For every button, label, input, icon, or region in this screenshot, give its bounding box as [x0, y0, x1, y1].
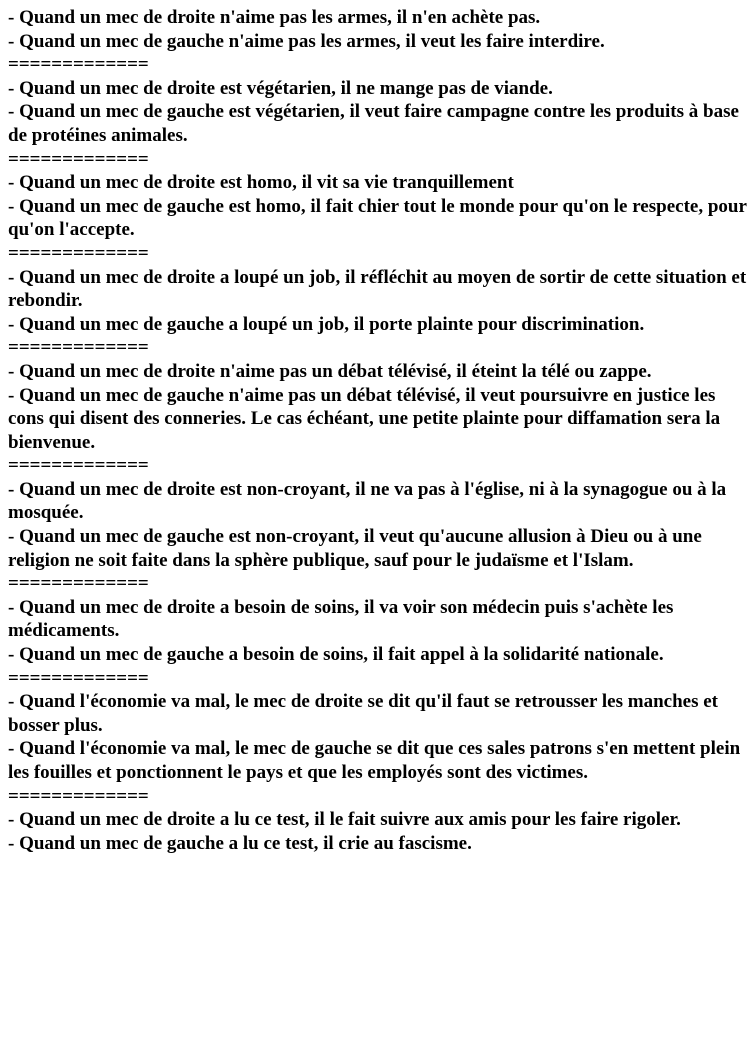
text-line: - Quand un mec de gauche n'aime pas les armes, il veut les faire interdire.	[8, 30, 605, 52]
text-line: - Quand un mec de gauche a lu ce test, il crie au fascisme.	[8, 832, 472, 854]
text-line: - Quand un mec de gauche est non-croyant, il veut qu'aucune allusion à Dieu ou à une religion ne soit faite dans la sphère publique, sauf pour le judaïsme et l'Islam.	[8, 526, 702, 571]
text-line: - Quand un mec de gauche est homo, il fait chier tout le monde pour qu'on le respecte, pour qu'on l'accepte.	[8, 195, 747, 241]
text-line: - Quand l'économie va mal, le mec de gauche se dit que ces sales patrons s'en mettent plein les fouilles et ponctionnent le pays et que les employés sont des victimes.	[8, 738, 741, 783]
separator-line: =============	[8, 337, 149, 359]
text-line: - Quand un mec de droite est homo, il vit sa vie tranquillement	[8, 172, 514, 194]
separator-line: =============	[8, 242, 149, 264]
text-line: - Quand un mec de gauche n'aime pas un débat télévisé, il veut poursuivre en justice les cons qui disent des conneries. Le cas échéant, une petite plainte pour diffamation sera la bienvenue.	[8, 384, 721, 453]
separator-line: =============	[8, 667, 149, 689]
separator-line: =============	[8, 785, 149, 807]
separator-line: =============	[8, 148, 149, 170]
text-line: - Quand un mec de gauche a loupé un job, il porte plainte pour discrimination.	[8, 313, 645, 335]
text-line: - Quand un mec de droite est végétarien, il ne mange pas de viande.	[8, 77, 553, 99]
separator-line: =============	[8, 573, 149, 595]
text-line: - Quand un mec de droite n'aime pas un débat télévisé, il éteint la télé ou zappe.	[8, 360, 652, 382]
text-line: - Quand un mec de droite a besoin de soins, il va voir son médecin puis s'achète les médicaments.	[8, 596, 674, 642]
text-line: - Quand un mec de gauche a besoin de soins, il fait appel à la solidarité nationale.	[8, 644, 664, 666]
separator-line: =============	[8, 455, 149, 477]
text-line: - Quand un mec de droite a loupé un job, il réfléchit au moyen de sortir de cette situation et rebondir.	[8, 266, 747, 312]
text-line: - Quand un mec de gauche est végétarien, il veut faire campagne contre les produits à base de protéines animales.	[8, 101, 739, 146]
text-line: - Quand l'économie va mal, le mec de droite se dit qu'il faut se retrousser les manches et bosser plus.	[8, 691, 718, 736]
text-line: - Quand un mec de droite est non-croyant, il ne va pas à l'église, ni à la synagogue ou à la mosquée.	[8, 478, 727, 524]
text-line: - Quand un mec de droite n'aime pas les armes, il n'en achète pas.	[8, 7, 541, 28]
separator-line: =============	[8, 54, 149, 76]
text-line: - Quand un mec de droite a lu ce test, il le fait suivre aux amis pour les faire rigoler.	[8, 809, 681, 831]
